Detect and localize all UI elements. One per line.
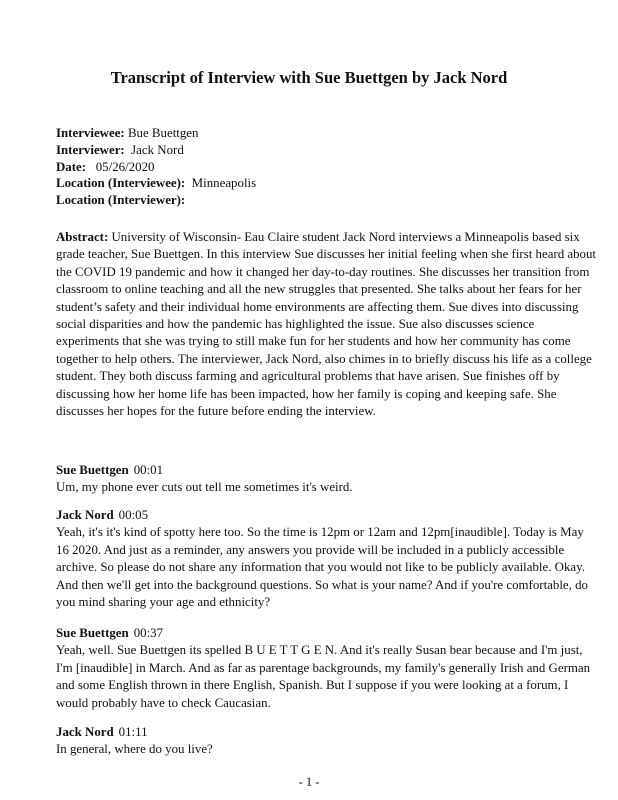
transcript-line: archive. So please do not share any information that you would not like to be publicly available. Okay. xyxy=(56,560,585,575)
page-number: - 1 - xyxy=(298,775,320,789)
transcript-line: Um, my phone ever cuts out tell me sometimes it's weird. xyxy=(56,480,353,495)
speaker-name: Jack Nord xyxy=(56,725,114,739)
page-title: Transcript of Interview with Sue Buettgen by Jack Nord xyxy=(110,68,508,87)
transcript-line: and some English thrown in there English, Spanish. But I suppose if you were looking at a forum, I xyxy=(56,678,569,693)
timestamp: 01:11 xyxy=(118,725,148,739)
abstract-line: together to help others. The interviewer, Jack Nord, also chimes in to briefly discuss his life as a college xyxy=(56,351,592,366)
transcript-turn xyxy=(56,625,590,712)
transcript-turn xyxy=(56,507,588,611)
abstract-line: student. They both discuss farming and agricultural problems that have arisen. Sue finishes off by xyxy=(56,369,560,384)
speaker-header xyxy=(56,724,213,741)
timestamp: 00:05 xyxy=(118,508,149,522)
speaker-name: Sue Buettgen xyxy=(56,626,129,640)
abstract-label: Abstract: xyxy=(56,230,109,244)
abstract xyxy=(56,229,596,420)
abstract-line: discussing how her home life has been impacted, how her family is coping and keeping safe. She xyxy=(56,386,557,401)
abstract-line: discusses her hopes for the future before ending the interview. xyxy=(56,404,376,419)
interview-metadata xyxy=(56,125,256,209)
speaker-header xyxy=(56,625,590,642)
abstract-line: classroom to online teaching and all the new struggles that presented. She talks about her fears for her xyxy=(56,282,582,297)
timestamp: 00:01 xyxy=(133,463,164,477)
abstract-line: social disparities and how the pandemic has highlighted the issue. Sue also discusses science xyxy=(56,317,535,332)
transcript-line: Yeah, well. Sue Buettgen its spelled B U E T T G E N. And it's really Susan bear because and I'm just, xyxy=(56,643,583,658)
transcript-turn xyxy=(56,724,213,759)
meta-location-interviewee: Location (Interviewee): Minneapolis xyxy=(56,176,257,191)
meta-interviewee: Interviewee: Bue Buettgen xyxy=(56,126,199,140)
transcript-line: I'm [inaudible] in March. And as far as parentage backgrounds, my family's generally Irish and German xyxy=(56,660,591,675)
transcript-line: In general, where do you live? xyxy=(56,742,213,757)
meta-interviewer: Interviewer: Jack Nord xyxy=(56,142,184,157)
meta-date: Date: 05/26/2020 xyxy=(56,159,155,174)
meta-location-interviewer: Location (Interviewer): xyxy=(56,193,186,208)
abstract-line: Abstract: University of Wisconsin- Eau Claire student Jack Nord interviews a Minneapolis based six xyxy=(56,230,580,244)
transcript-line: 16 2020. And just as a reminder, any answers you provide will be included in a publicly accessible xyxy=(56,542,565,557)
speaker-name: Jack Nord xyxy=(56,508,114,522)
abstract-line: grade teacher, Sue Buettgen. In this interview Sue discusses her initial feeling when she first heard about xyxy=(56,247,597,262)
abstract-line: experiments that she was trying to still make fun for her students and how her community has come xyxy=(56,334,571,349)
abstract-line: student’s safety and their individual home environments are affecting them. Sue dives into discussing xyxy=(56,299,579,314)
abstract-line: the COVID 19 pandemic and how it changed her day-to-day routines. She discusses her transition from xyxy=(56,264,590,279)
timestamp: 00:37 xyxy=(133,626,164,640)
speaker-header xyxy=(56,462,353,479)
transcript-line: And then we'll get into the background questions. So what is your name? And if you're comfortable, do xyxy=(56,577,588,592)
speaker-header xyxy=(56,507,588,524)
transcript-line: you mind sharing your age and ethnicity? xyxy=(56,595,271,610)
speaker-name: Sue Buettgen xyxy=(56,463,129,477)
transcript-line: would probably have to check Caucasian. xyxy=(56,695,271,710)
transcript-turn xyxy=(56,462,353,497)
transcript-line: Yeah, it's it's kind of spotty here too. So the time is 12pm or 12am and 12pm[inaudible]. Today is May xyxy=(56,525,584,540)
